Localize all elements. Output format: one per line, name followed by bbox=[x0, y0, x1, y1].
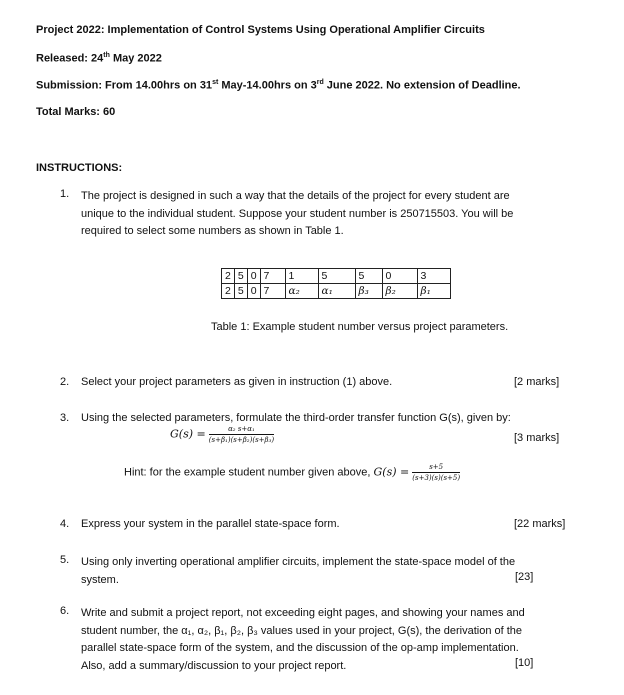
instruction-2-marks: [2 marks] bbox=[514, 376, 560, 388]
item-number: 6. bbox=[60, 605, 70, 617]
instruction-3-marks: [3 marks] bbox=[514, 432, 560, 444]
item-number: 3. bbox=[60, 412, 70, 424]
instruction-6-marks: [10] bbox=[515, 657, 534, 669]
table-cell: 0 bbox=[247, 269, 260, 284]
table-caption: Table 1: Example student number versus project parameters. bbox=[211, 321, 509, 333]
table-cell: 5 bbox=[234, 269, 247, 284]
table-cell: 0 bbox=[247, 284, 260, 299]
instruction-4-text: Express your system in the parallel state-space form. bbox=[81, 518, 340, 530]
release-date: Released: 24th May 2022 bbox=[36, 52, 162, 65]
table-cell: α₁ bbox=[318, 284, 355, 299]
table-cell: 7 bbox=[260, 284, 285, 299]
instruction-4-marks: [22 marks] bbox=[514, 518, 566, 530]
table-cell: 5 bbox=[355, 269, 382, 284]
item-number: 5. bbox=[60, 554, 70, 566]
table-row bbox=[222, 284, 451, 299]
total-marks: Total Marks: 60 bbox=[36, 106, 116, 118]
instruction-5-text: Using only inverting operational amplifier circuits, implement the state-space model of the system. bbox=[81, 556, 516, 586]
table-cell: 0 bbox=[382, 269, 417, 284]
item-number: 1. bbox=[60, 188, 70, 200]
instruction-1-text: The project is designed in such a way that the details of the project for every student are unique to the individual student. Suppose your student number is 250715503. You will be required to select some numbers as shown in Table 1. bbox=[81, 190, 514, 237]
table-cell: 5 bbox=[234, 284, 247, 299]
instruction-2-text: Select your project parameters as given in instruction (1) above. bbox=[81, 376, 393, 388]
table-cell: 7 bbox=[260, 269, 285, 284]
table-cell: β₁ bbox=[417, 284, 450, 299]
table-row bbox=[222, 269, 451, 284]
instruction-3-text: Using the selected parameters, formulate the third-order transfer function G(s), given by: bbox=[81, 412, 511, 424]
table-cell: 3 bbox=[417, 269, 450, 284]
item-number: 4. bbox=[60, 518, 70, 530]
project-title: Project 2022: Implementation of Control Systems Using Operational Amplifier Circuits bbox=[36, 24, 485, 36]
instructions-heading: INSTRUCTIONS: bbox=[36, 162, 123, 174]
table-cell: 1 bbox=[285, 269, 318, 284]
instruction-5-marks: [23] bbox=[515, 571, 534, 583]
table-cell: 2 bbox=[222, 284, 235, 299]
instruction-6-text: Write and submit a project report, not exceeding eight pages, and showing your names and student number, the α₁, α₂, β₁, β₂, β₃ values used in your project, G(s), the derivation of the parallel state-space form of the system, and the discussion of the op-amp implementation. Also, add a summary/discussion to your project report. bbox=[81, 607, 525, 672]
student-number-table bbox=[221, 268, 451, 299]
table-cell: β₃ bbox=[355, 284, 382, 299]
submission-window: Submission: From 14.00hrs on 31st May-14.00hrs on 3rd June 2022. No extension of Deadline. bbox=[36, 79, 521, 92]
table-cell: β₂ bbox=[382, 284, 417, 299]
item-number: 2. bbox=[60, 376, 70, 388]
table-cell: 2 bbox=[222, 269, 235, 284]
table-cell: α₂ bbox=[285, 284, 318, 299]
hint-line: Hint: for the example student number given above, G(s) = $\frac{s+5}{(s+3)(s)(s+5)}$ bbox=[124, 463, 461, 482]
transfer-function-formula: G(s) = $\frac{\text{α₂ s+α₁}}{\text{(s+β₁)(s+β₂)(s+β₃)}}$ bbox=[170, 425, 275, 444]
table-cell: 5 bbox=[318, 269, 355, 284]
